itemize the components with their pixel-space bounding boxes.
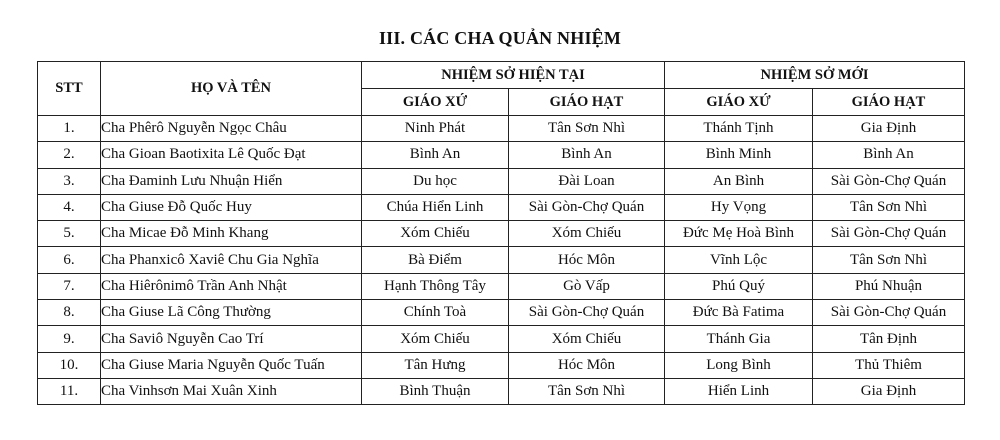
row-stt: 10.: [38, 352, 101, 378]
row-new-parish: Thánh Tịnh: [665, 116, 813, 142]
row-name: Cha Micae Đỗ Minh Khang: [101, 221, 362, 247]
row-new-deanery: Gia Định: [813, 378, 965, 404]
table-row: [38, 352, 965, 378]
row-new-parish: Thánh Gia: [665, 326, 813, 352]
table-row: [38, 247, 965, 273]
row-current-parish: Hạnh Thông Tây: [362, 273, 509, 299]
row-name: Cha Giuse Đỗ Quốc Huy: [101, 194, 362, 220]
row-new-deanery: Bình An: [813, 142, 965, 168]
header-new-deanery: GIÁO HẠT: [813, 89, 965, 116]
row-new-parish: Vĩnh Lộc: [665, 247, 813, 273]
row-current-parish: Bình An: [362, 142, 509, 168]
row-current-parish: Xóm Chiếu: [362, 326, 509, 352]
row-stt: 4.: [38, 194, 101, 220]
row-name: Cha Phanxicô Xaviê Chu Gia Nghĩa: [101, 247, 362, 273]
row-current-deanery: Bình An: [509, 142, 665, 168]
row-current-deanery: Xóm Chiếu: [509, 221, 665, 247]
table-body: [38, 116, 965, 405]
row-stt: 8.: [38, 300, 101, 326]
pastor-assignment-table: [37, 61, 965, 405]
row-name: Cha Giuse Lã Công Thường: [101, 300, 362, 326]
row-new-parish: Bình Minh: [665, 142, 813, 168]
row-current-deanery: Tân Sơn Nhì: [509, 378, 665, 404]
row-name: Cha Đaminh Lưu Nhuận Hiển: [101, 168, 362, 194]
row-new-parish: An Bình: [665, 168, 813, 194]
row-current-parish: Bà Điểm: [362, 247, 509, 273]
row-new-deanery: Tân Định: [813, 326, 965, 352]
table-row: [38, 142, 965, 168]
table-row: [38, 273, 965, 299]
table-row: [38, 326, 965, 352]
row-stt: 3.: [38, 168, 101, 194]
row-current-deanery: Đài Loan: [509, 168, 665, 194]
row-current-parish: Bình Thuận: [362, 378, 509, 404]
row-stt: 6.: [38, 247, 101, 273]
row-current-parish: Xóm Chiếu: [362, 221, 509, 247]
row-stt: 2.: [38, 142, 101, 168]
header-row-top: [38, 62, 965, 89]
table-row: [38, 168, 965, 194]
row-new-deanery: Gia Định: [813, 116, 965, 142]
row-name: Cha Giuse Maria Nguyễn Quốc Tuấn: [101, 352, 362, 378]
row-stt: 5.: [38, 221, 101, 247]
row-new-deanery: Thủ Thiêm: [813, 352, 965, 378]
row-name: Cha Hiêrônimô Trần Anh Nhật: [101, 273, 362, 299]
header-current-deanery: GIÁO HẠT: [509, 89, 665, 116]
row-name: Cha Saviô Nguyễn Cao Trí: [101, 326, 362, 352]
row-new-deanery: Sài Gòn-Chợ Quán: [813, 300, 965, 326]
table-row: [38, 300, 965, 326]
table-row: [38, 116, 965, 142]
row-current-deanery: Hóc Môn: [509, 352, 665, 378]
row-new-deanery: Phú Nhuận: [813, 273, 965, 299]
row-current-deanery: Sài Gòn-Chợ Quán: [509, 300, 665, 326]
header-new-assignment: NHIỆM SỞ MỚI: [665, 62, 965, 89]
row-stt: 7.: [38, 273, 101, 299]
header-stt: STT: [38, 62, 101, 116]
row-current-parish: Chúa Hiển Linh: [362, 194, 509, 220]
row-new-deanery: Sài Gòn-Chợ Quán: [813, 221, 965, 247]
row-new-deanery: Sài Gòn-Chợ Quán: [813, 168, 965, 194]
row-current-parish: Du học: [362, 168, 509, 194]
header-new-parish: GIÁO XỨ: [665, 89, 813, 116]
row-new-parish: Phú Quý: [665, 273, 813, 299]
row-new-parish: Đức Mẹ Hoà Bình: [665, 221, 813, 247]
row-current-deanery: Sài Gòn-Chợ Quán: [509, 194, 665, 220]
row-stt: 9.: [38, 326, 101, 352]
row-new-deanery: Tân Sơn Nhì: [813, 194, 965, 220]
row-new-parish: Hiển Linh: [665, 378, 813, 404]
table-row: [38, 378, 965, 404]
row-current-parish: Tân Hưng: [362, 352, 509, 378]
row-name: Cha Gioan Baotixita Lê Quốc Đạt: [101, 142, 362, 168]
row-name: Cha Vinhsơn Mai Xuân Xinh: [101, 378, 362, 404]
row-name: Cha Phêrô Nguyễn Ngọc Châu: [101, 116, 362, 142]
row-stt: 11.: [38, 378, 101, 404]
row-new-parish: Long Bình: [665, 352, 813, 378]
row-new-deanery: Tân Sơn Nhì: [813, 247, 965, 273]
row-current-deanery: Xóm Chiếu: [509, 326, 665, 352]
row-stt: 1.: [38, 116, 101, 142]
table-row: [38, 221, 965, 247]
header-name: HỌ VÀ TÊN: [101, 62, 362, 116]
table-row: [38, 194, 965, 220]
row-new-parish: Hy Vọng: [665, 194, 813, 220]
row-new-parish: Đức Bà Fatima: [665, 300, 813, 326]
header-current-parish: GIÁO XỨ: [362, 89, 509, 116]
row-current-deanery: Tân Sơn Nhì: [509, 116, 665, 142]
row-current-parish: Ninh Phát: [362, 116, 509, 142]
row-current-deanery: Gò Vấp: [509, 273, 665, 299]
row-current-deanery: Hóc Môn: [509, 247, 665, 273]
section-title: III. CÁC CHA QUẢN NHIỆM: [378, 28, 622, 48]
header-current-assignment: NHIỆM SỞ HIỆN TẠI: [362, 62, 665, 89]
row-current-parish: Chính Toà: [362, 300, 509, 326]
